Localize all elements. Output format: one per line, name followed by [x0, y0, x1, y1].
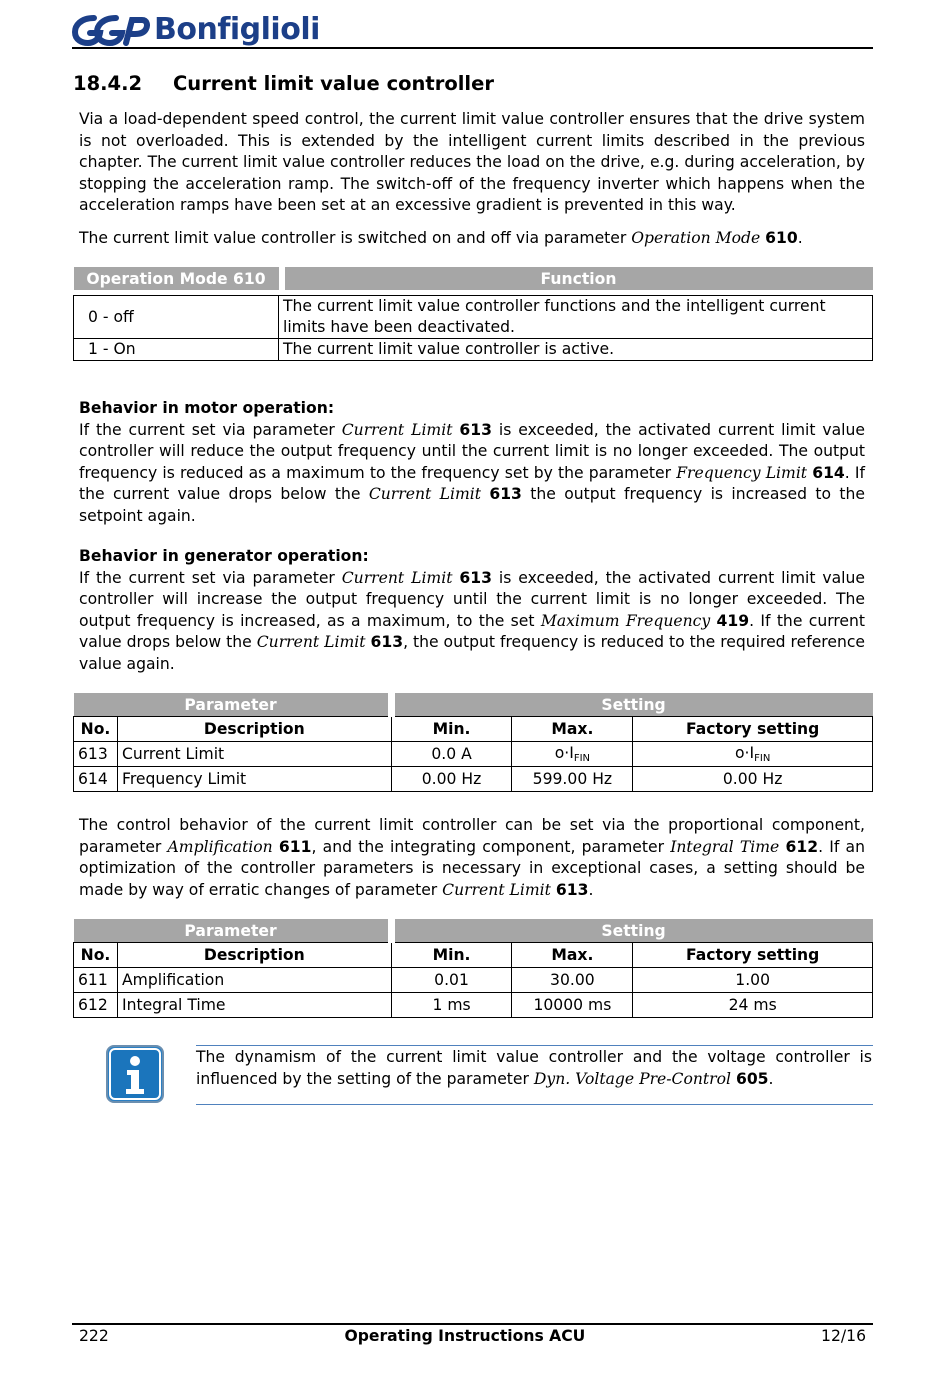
value-subscript: FIN	[754, 753, 771, 764]
table-row	[74, 968, 873, 993]
parameter-name: Integral Time	[670, 837, 780, 856]
header-rule	[72, 47, 873, 49]
group-header-setting: Setting	[391, 693, 872, 717]
brand-logo-mark	[72, 12, 150, 48]
parameter-number: 612	[785, 837, 819, 856]
parameter-number: 605	[735, 1069, 769, 1088]
group-header-parameter: Parameter	[74, 919, 392, 943]
intro-text: Via a load-dependent speed control, the current limit value controller ensures that the drive system is not overloaded. This is extended by the intelligent current limits described in the previous chapter. The current limit value controller reduces the load on the drive, e.g. during acceleration, by stopping the acceleration ramp. The switch-off of the frequency inverter which happens when the acceleration ramps have been set at an excessive gradient is prevented in this way.	[79, 110, 865, 215]
group-header-setting: Setting	[391, 919, 872, 943]
cell-min: 0.0 A	[391, 742, 512, 767]
value-main: o·I	[554, 744, 574, 762]
operation-mode-table	[73, 267, 873, 361]
table-group-header-row	[74, 919, 873, 943]
cell-max: 30.00	[512, 968, 633, 993]
cell-factory-setting: 24 ms	[633, 993, 873, 1018]
info-icon	[106, 1045, 164, 1103]
table-row	[74, 742, 873, 767]
document-date: 12/16	[821, 1327, 866, 1345]
text-segment: is exceeded, the activated current limit value controller will reduce the output frequency until the current limit is no longer exceeded. The output frequency is reduced as a maximum to the frequency set by the parameter	[79, 420, 865, 482]
parameter-number: 613	[459, 568, 492, 587]
note-top-rule	[196, 1045, 873, 1046]
text-segment: . If an optimization of the controller parameters is necessary in exceptional cases, a setting should be made by way of erratic changes of parameter	[79, 837, 865, 899]
page-footer	[79, 1327, 866, 1345]
function-cell: The current limit value controller functions and the intelligent current limits have been deactivated.	[279, 295, 873, 338]
brand-logo	[72, 10, 320, 50]
table-row	[74, 295, 873, 338]
table-header-row	[74, 267, 873, 290]
column-header-description: Description	[117, 943, 391, 968]
header-operation-mode: Operation Mode 610	[74, 267, 279, 290]
table-header-row	[74, 717, 873, 742]
operation-mode-text	[79, 228, 865, 250]
generator-operation-heading: Behavior in generator operation:	[79, 547, 369, 565]
parameter-number: 613	[370, 633, 404, 652]
motor-operation-section	[79, 398, 865, 528]
parameter-number: 613	[555, 880, 589, 899]
cell-no: 614	[74, 767, 118, 792]
text-segment: .	[588, 880, 594, 899]
page-number: 222	[79, 1327, 109, 1345]
mode-cell: 0 - off	[74, 295, 279, 338]
document-title: Operating Instructions ACU	[344, 1327, 586, 1345]
column-header-factory-setting: Factory setting	[633, 943, 873, 968]
cell-description: Amplification	[117, 968, 391, 993]
parameter-number: 610	[765, 229, 798, 247]
cell-min: 0.01	[391, 968, 512, 993]
value-subscript: FIN	[573, 753, 591, 764]
table-row	[74, 767, 873, 792]
parameter-number: 419	[716, 611, 750, 630]
operation-mode-paragraph	[79, 228, 865, 250]
cell-max: 10000 ms	[512, 993, 633, 1018]
cell-min: 0.00 Hz	[391, 767, 512, 792]
section-title: Current limit value controller	[173, 72, 494, 95]
parameter-name: Amplification	[167, 837, 273, 856]
parameter-number: 613	[489, 485, 522, 504]
cell-factory-setting: 0.00 Hz	[633, 767, 873, 792]
parameter-name: Maximum Frequency	[540, 611, 711, 630]
motor-operation-heading: Behavior in motor operation:	[79, 399, 335, 417]
text-segment: the output frequency is increased to the setpoint again.	[79, 485, 865, 525]
column-header-max: Max.	[512, 943, 633, 968]
text-segment: . If the current value drops below the	[79, 611, 865, 652]
function-cell: The current limit value controller is active.	[279, 338, 873, 360]
parameter-name: Current Limit	[442, 880, 551, 899]
table-group-header-row	[74, 693, 873, 717]
text-segment: If the current set via parameter	[79, 568, 342, 587]
section-number: 18.4.2	[73, 72, 143, 95]
parameter-name: Frequency Limit	[676, 463, 808, 482]
text-segment: The dynamism of the current limit value controller and the voltage controller is influenced by the setting of the parameter	[196, 1048, 872, 1088]
table-row	[74, 338, 873, 360]
note-bottom-rule	[196, 1104, 873, 1105]
cell-no: 612	[74, 993, 118, 1018]
cell-no: 611	[74, 968, 118, 993]
cell-description: Frequency Limit	[117, 767, 391, 792]
intro-paragraph	[79, 109, 865, 217]
column-header-max: Max.	[512, 717, 633, 742]
note-text	[196, 1047, 872, 1090]
text-segment: . If the current value drops below the	[79, 463, 865, 504]
footer-rule	[72, 1323, 873, 1325]
group-header-parameter: Parameter	[74, 693, 392, 717]
text-segment: The control behavior of the current limit controller can be set via the proportional component, parameter	[79, 816, 865, 856]
cell-description: Integral Time	[117, 993, 391, 1018]
cell-factory-setting	[633, 742, 873, 767]
parameter-name: Current Limit	[256, 633, 366, 652]
control-behavior-text	[79, 815, 865, 901]
parameter-number: 613	[459, 420, 492, 439]
value-main: o·I	[735, 744, 755, 762]
parameter-name: Current Limit	[341, 420, 453, 439]
table-header-row	[74, 943, 873, 968]
parameter-name: Operation Mode	[631, 229, 761, 247]
generator-operation-text	[79, 568, 865, 676]
mode-cell: 1 - On	[74, 338, 279, 360]
column-header-no: No.	[74, 943, 118, 968]
cell-min: 1 ms	[391, 993, 512, 1018]
text-segment: .	[797, 229, 803, 247]
text-segment: The current limit value controller is switched on and off via parameter	[79, 229, 632, 247]
text-segment: .	[768, 1069, 774, 1088]
parameter-number: 614	[812, 463, 845, 482]
text-segment: , the output frequency is reduced to the required reference value again.	[79, 633, 866, 673]
parameter-table-611-612	[73, 919, 873, 1018]
column-header-description: Description	[117, 717, 391, 742]
cell-factory-setting: 1.00	[633, 968, 873, 993]
parameter-name: Dyn. Voltage Pre-Control	[533, 1069, 731, 1088]
column-header-min: Min.	[391, 943, 512, 968]
cell-no: 613	[74, 742, 118, 767]
parameter-number: 611	[278, 837, 312, 856]
cell-description: Current Limit	[117, 742, 391, 767]
header-function: Function	[285, 267, 873, 290]
cell-max: 599.00 Hz	[512, 767, 633, 792]
parameter-name: Current Limit	[368, 485, 481, 504]
motor-operation-text	[79, 420, 865, 528]
section-heading	[73, 72, 494, 95]
column-header-min: Min.	[391, 717, 512, 742]
cell-max	[512, 742, 633, 767]
text-segment: If the current set via parameter	[79, 420, 342, 439]
brand-name: Bonfiglioli	[154, 12, 320, 47]
parameter-name: Current Limit	[341, 568, 453, 587]
control-behavior-paragraph	[79, 815, 865, 901]
parameter-table-613-614	[73, 693, 873, 792]
text-segment: , and the integrating component, parameter	[311, 837, 671, 856]
generator-operation-section	[79, 546, 865, 676]
column-header-factory-setting: Factory setting	[633, 717, 873, 742]
text-segment: is exceeded, the activated current limit value controller will increase the output frequency until the current limit is no longer exceeded. The output frequency is increased, as a maximum, to the set	[79, 568, 865, 630]
table-row	[74, 993, 873, 1018]
column-header-no: No.	[74, 717, 118, 742]
